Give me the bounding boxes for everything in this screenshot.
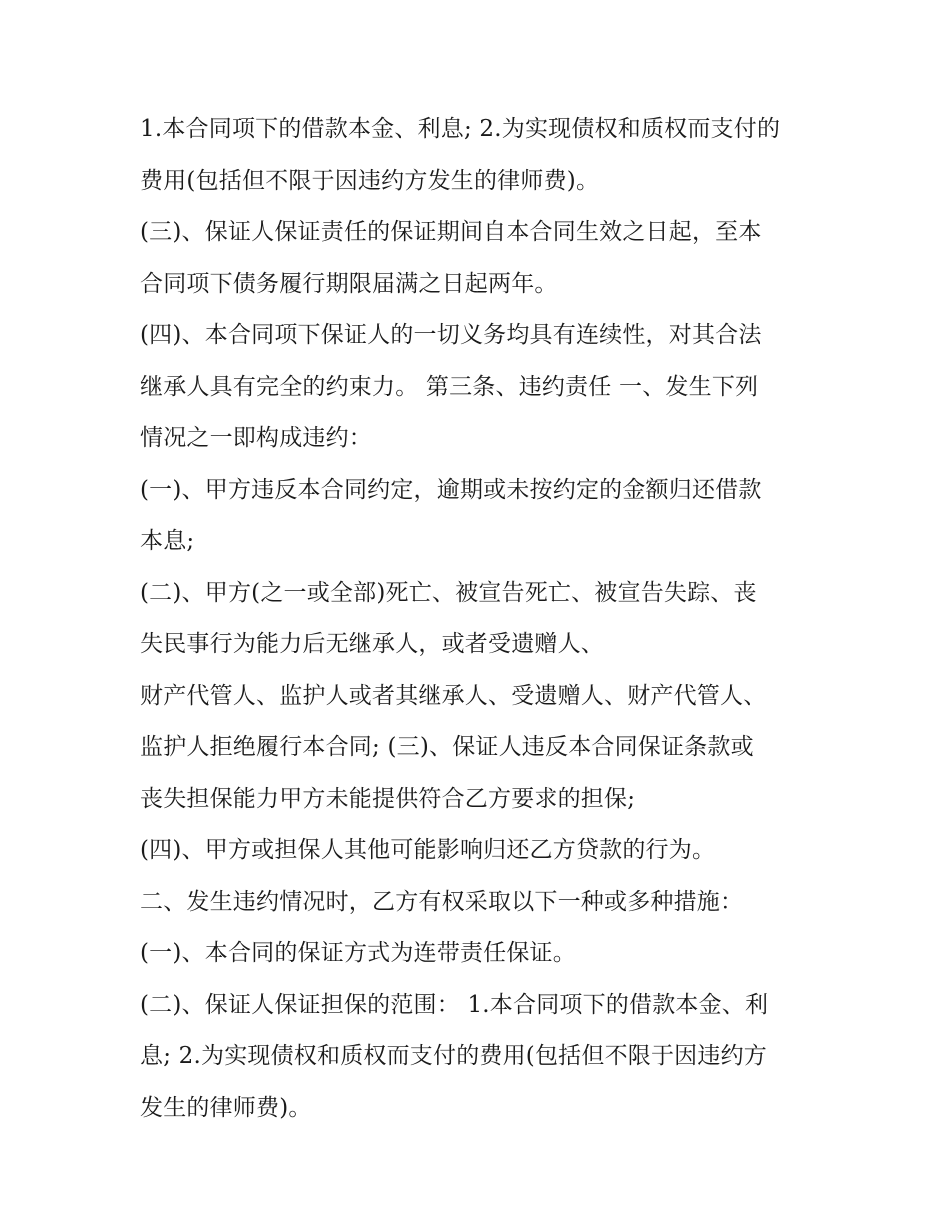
text-line: 费用(包括但不限于因违约方发生的律师费)。 bbox=[140, 167, 600, 194]
text-line: (四)、甲方或担保人其他可能影响归还乙方贷款的行为。 bbox=[140, 837, 716, 863]
text-line: 继承人具有完全的约束力。 第三条、违约责任 一、发生下列 bbox=[140, 373, 759, 400]
text-line: (二)、保证人保证担保的范围： 1.本合同项下的借款本金、利 bbox=[140, 991, 769, 1018]
text-line: (三)、保证人保证责任的保证期间自本合同生效之日起，至本 bbox=[140, 219, 762, 245]
text-line: 监护人拒绝履行本合同; (三)、保证人违反本合同保证条款或 bbox=[140, 734, 754, 760]
text-line: 息; 2.为实现债权和质权而支付的费用(包括但不限于因违约方 bbox=[140, 1043, 767, 1069]
text-line: 情况之一即构成违约： bbox=[140, 425, 372, 451]
text-line: (一)、甲方违反本合同约定，逾期或未按约定的金额归还借款 bbox=[140, 476, 762, 503]
text-line: 丧失担保能力甲方未能提供符合乙方要求的担保; bbox=[140, 785, 636, 812]
text-line: (一)、本合同的保证方式为连带责任保证。 bbox=[140, 940, 576, 966]
text-line: 财产代管人、监护人或者其继承人、受遗赠人、财产代管人、 bbox=[140, 682, 767, 709]
text-line: 发生的律师费)。 bbox=[140, 1094, 312, 1121]
text-line: 二、发生违约情况时，乙方有权采取以下一种或多种措施： bbox=[140, 888, 744, 915]
text-line: (二)、甲方(之一或全部)死亡、被宣告死亡、被宣告失踪、丧 bbox=[140, 579, 757, 606]
text-line: 合同项下债务履行期限届满之日起两年。 bbox=[140, 270, 558, 297]
text-line: (四)、本合同项下保证人的一切义务均具有连续性，对其合法 bbox=[140, 322, 762, 348]
document-body bbox=[140, 104, 820, 1134]
text-line: 本息; bbox=[140, 528, 195, 554]
text-line: 失民事行为能力后无继承人，或者受遗赠人、 bbox=[140, 631, 604, 657]
text-line: 1.本合同项下的借款本金、利息; 2.为实现债权和质权而支付的 bbox=[140, 116, 781, 142]
